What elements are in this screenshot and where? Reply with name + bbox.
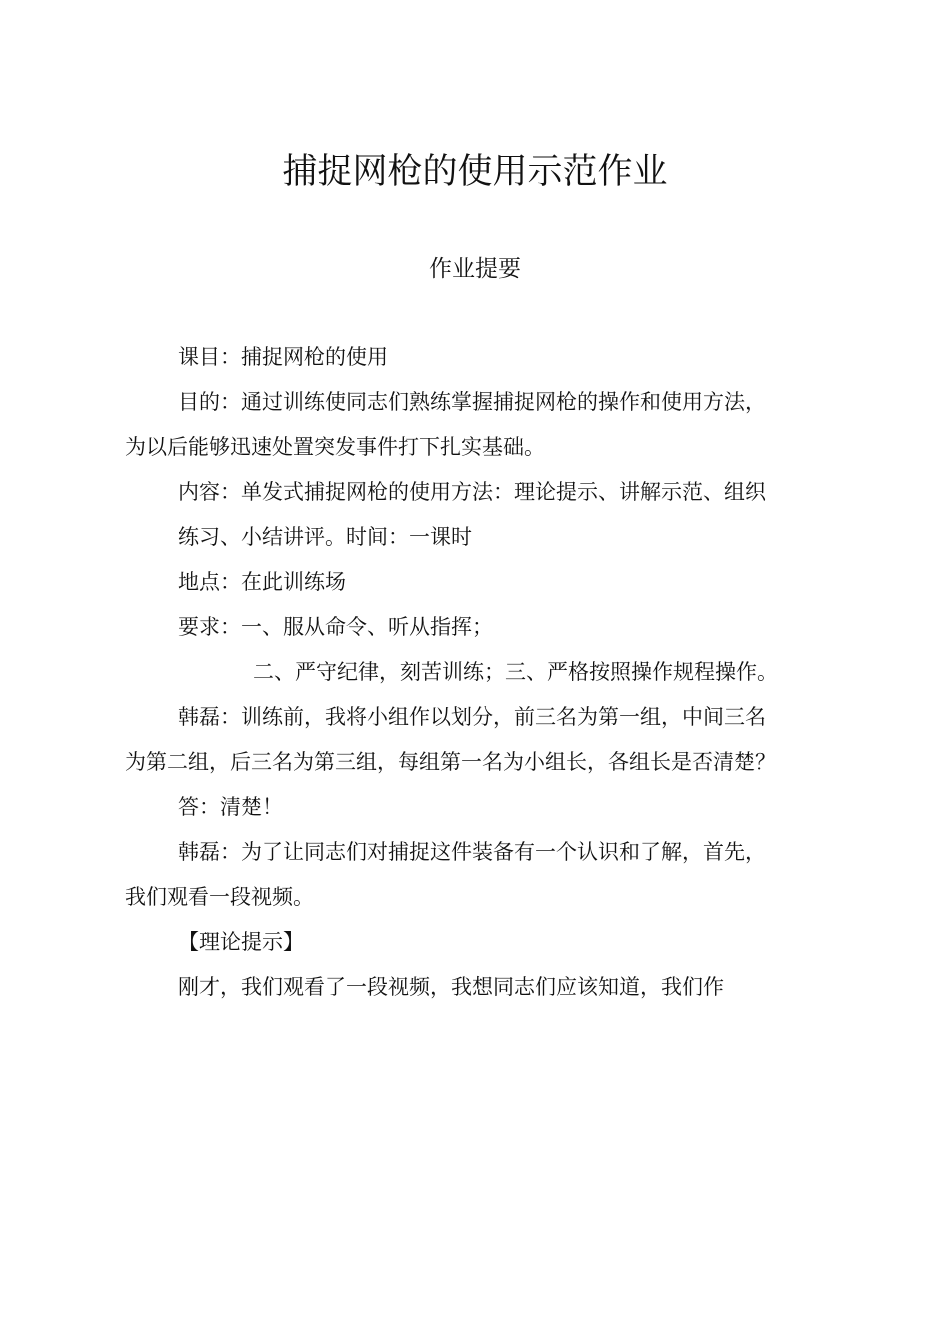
section-heading-theory: 【理论提示】	[178, 930, 304, 954]
line-hanlei-1: 韩磊：训练前，我将小组作以划分，前三名为第一组，中间三名	[178, 705, 766, 729]
line-hanlei-2: 韩磊：为了让同志们对捕捉这件装备有一个认识和了解，首先，	[178, 840, 766, 864]
document-title: 捕捉网枪的使用示范作业	[282, 152, 668, 192]
line-requirements: 要求：一、服从命令、听从指挥；	[178, 615, 493, 639]
line-answer: 答：清楚！	[178, 795, 283, 819]
line-hanlei-1-cont: 为第二组，后三名为第三组，每组第一名为小组长，各组长是否清楚？	[125, 750, 776, 774]
line-content-cont: 练习、小结讲评。时间：一课时	[178, 525, 472, 549]
line-location: 地点：在此训练场	[178, 570, 346, 594]
line-hanlei-2-cont: 我们观看一段视频。	[125, 885, 314, 909]
line-requirements-cont: 二、严守纪律，刻苦训练；三、严格按照操作规程操作。	[253, 660, 778, 684]
line-purpose: 目的：通过训练使同志们熟练掌握捕捉网枪的操作和使用方法，	[178, 390, 766, 414]
line-purpose-cont: 为以后能够迅速处置突发事件打下扎实基础。	[125, 435, 545, 459]
line-content: 内容：单发式捕捉网枪的使用方法：理论提示、讲解示范、组织	[178, 480, 766, 504]
line-subject: 课目：捕捉网枪的使用	[178, 345, 388, 369]
document-subtitle: 作业提要	[429, 256, 521, 282]
line-theory-body: 刚才，我们观看了一段视频，我想同志们应该知道，我们作	[178, 975, 724, 999]
